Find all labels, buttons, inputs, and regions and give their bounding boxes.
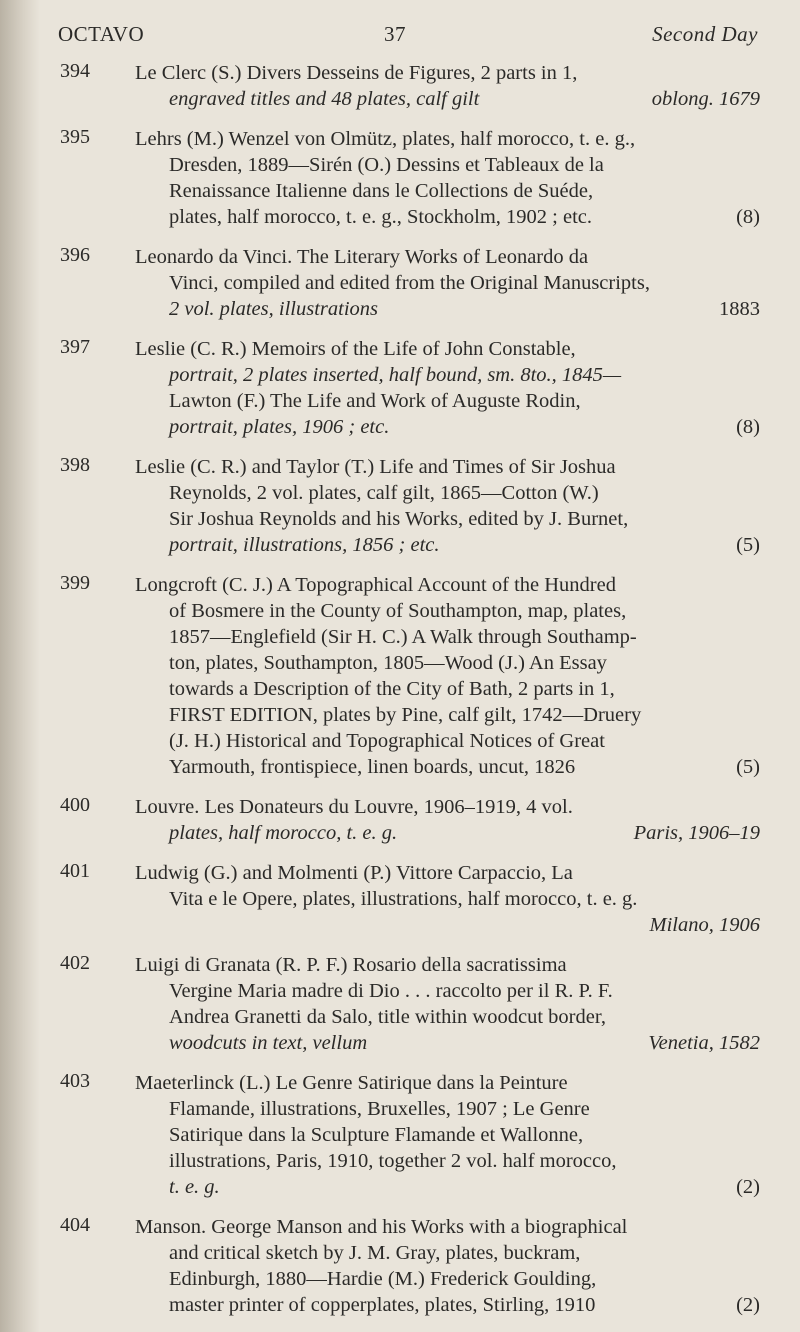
- entry-text: [135, 952, 760, 1056]
- entry-line: Luigi di Granata (R. P. F.) Rosario della sacratissima: [135, 954, 567, 976]
- entry-line: [135, 532, 760, 558]
- entry-line: Ludwig (G.) and Molmenti (P.) Vittore Carpaccio, La: [135, 862, 573, 884]
- entry-line: Sir Joshua Reynolds and his Works, edited by J. Burnet,: [169, 508, 629, 530]
- entry-text: [135, 1070, 760, 1200]
- entry-line-right: 1883: [719, 298, 760, 320]
- catalogue-entry: [60, 244, 760, 322]
- entry-line: Vita e le Opere, plates, illustrations, half morocco, t. e. g.: [169, 888, 638, 910]
- entry-line: Flamande, illustrations, Bruxelles, 1907 ; Le Genre: [169, 1098, 590, 1120]
- entry-line-left: portrait, plates, 1906 ; etc.: [169, 416, 390, 438]
- entry-line: Leslie (C. R.) and Taylor (T.) Life and Times of Sir Joshua: [135, 456, 616, 478]
- entry-line: FIRST EDITION, plates by Pine, calf gilt, 1742—Druery: [169, 704, 642, 726]
- entry-text: [135, 60, 760, 112]
- lot-number: 397: [60, 336, 90, 358]
- entry-line: towards a Description of the City of Bath, 2 parts in 1,: [169, 678, 615, 700]
- entry-line-right: Milano, 1906: [649, 914, 760, 936]
- catalogue-entry: [60, 60, 760, 112]
- entry-line: illustrations, Paris, 1910, together 2 vol. half morocco,: [169, 1150, 617, 1172]
- entry-line-right: (8): [736, 416, 760, 438]
- entry-line: Satirique dans la Sculpture Flamande et Wallonne,: [169, 1124, 584, 1146]
- entry-line-right: (8): [736, 206, 760, 228]
- entry-text: [135, 126, 760, 230]
- entry-line-left: Yarmouth, frontispiece, linen boards, uncut, 1826: [169, 756, 576, 778]
- catalogue-entry: [60, 336, 760, 440]
- entry-line: Manson. George Manson and his Works with a biographical: [135, 1216, 628, 1238]
- lot-number: 401: [60, 860, 90, 882]
- entry-line: Maeterlinck (L.) Le Genre Satirique dans la Peinture: [135, 1072, 568, 1094]
- lot-number: 400: [60, 794, 90, 816]
- entry-line: Lehrs (M.) Wenzel von Olmütz, plates, half morocco, t. e. g.,: [135, 128, 636, 150]
- entry-line: [135, 912, 760, 938]
- page-edge-shadow: [0, 0, 40, 1332]
- entry-line: of Bosmere in the County of Southampton, map, plates,: [169, 600, 627, 622]
- lot-number: 395: [60, 126, 90, 148]
- entry-line: Leonardo da Vinci. The Literary Works of Leonardo da: [135, 246, 589, 268]
- header-format: OCTAVO: [58, 22, 145, 46]
- entry-line: Leslie (C. R.) Memoirs of the Life of John Constable,: [135, 338, 576, 360]
- catalogue-entry: [60, 794, 760, 846]
- entry-line: Renaissance Italienne dans le Collections de Suéde,: [169, 180, 594, 202]
- page-header: [58, 22, 758, 52]
- entry-line: [135, 754, 760, 780]
- entry-line: [135, 820, 760, 846]
- catalogue-entry: [60, 860, 760, 938]
- entry-text: [135, 572, 760, 780]
- entry-line-left: plates, half morocco, t. e. g., Stockholm, 1902 ; etc.: [169, 206, 593, 228]
- entry-line-right: Paris, 1906–19: [633, 822, 760, 844]
- entry-line-left: t. e. g.: [169, 1176, 220, 1198]
- entry-line: (J. H.) Historical and Topographical Notices of Great: [169, 730, 605, 752]
- lot-number: 402: [60, 952, 90, 974]
- lot-number: 396: [60, 244, 90, 266]
- entry-line: [135, 296, 760, 322]
- entry-line-left: master printer of copperplates, plates, Stirling, 1910: [169, 1294, 596, 1316]
- entry-line: [135, 86, 760, 112]
- entry-line: 1857—Englefield (Sir H. C.) A Walk through Southamp-: [169, 626, 637, 648]
- catalogue-entry: [60, 1214, 760, 1318]
- entry-line: and critical sketch by J. M. Gray, plates, buckram,: [169, 1242, 581, 1264]
- catalogue-entry: [60, 572, 760, 780]
- lot-number: 404: [60, 1214, 90, 1236]
- entry-line: Louvre. Les Donateurs du Louvre, 1906–1919, 4 vol.: [135, 796, 573, 818]
- entry-line: Vinci, compiled and edited from the Original Manuscripts,: [169, 272, 650, 294]
- catalogue-entry: [60, 126, 760, 230]
- entry-line: Dresden, 1889—Sirén (O.) Dessins et Tableaux de la: [169, 154, 604, 176]
- entry-line: Vergine Maria madre di Dio . . . raccolto per il R. P. F.: [169, 980, 613, 1002]
- entry-line-right: (2): [736, 1176, 760, 1198]
- entry-line: [135, 414, 760, 440]
- header-day: Second Day: [652, 22, 758, 46]
- entry-line: [135, 1030, 760, 1056]
- lot-number: 394: [60, 60, 90, 82]
- entry-line: portrait, 2 plates inserted, half bound, sm. 8to., 1845—: [169, 364, 622, 386]
- entry-line-left: portrait, illustrations, 1856 ; etc.: [169, 534, 440, 556]
- entry-text: [135, 454, 760, 558]
- entry-line-left: woodcuts in text, vellum: [169, 1032, 368, 1054]
- entry-line: Lawton (F.) The Life and Work of Auguste Rodin,: [169, 390, 581, 412]
- entry-line: Reynolds, 2 vol. plates, calf gilt, 1865—Cotton (W.): [169, 482, 599, 504]
- entry-line-left: engraved titles and 48 plates, calf gilt: [169, 88, 480, 110]
- entry-text: [135, 244, 760, 322]
- entry-text: [135, 860, 760, 938]
- entry-line-right: Venetia, 1582: [648, 1032, 760, 1054]
- entry-line: [135, 1174, 760, 1200]
- entry-line-left: plates, half morocco, t. e. g.: [169, 822, 398, 844]
- entry-line: ton, plates, Southampton, 1805—Wood (J.) An Essay: [169, 652, 607, 674]
- entry-line: Andrea Granetti da Salo, title within woodcut border,: [169, 1006, 606, 1028]
- entry-text: [135, 1214, 760, 1318]
- entry-line-right: (5): [736, 534, 760, 556]
- catalogue-entries: [60, 60, 760, 1332]
- entry-line: Edinburgh, 1880—Hardie (M.) Frederick Goulding,: [169, 1268, 597, 1290]
- page-number: 37: [384, 22, 406, 46]
- entry-line: [135, 204, 760, 230]
- entry-line: Longcroft (C. J.) A Topographical Account of the Hundred: [135, 574, 616, 596]
- entry-line-right: (2): [736, 1294, 760, 1316]
- entry-line-right: (5): [736, 756, 760, 778]
- catalogue-entry: [60, 1070, 760, 1200]
- lot-number: 399: [60, 572, 90, 594]
- entry-line-left: 2 vol. plates, illustrations: [169, 298, 378, 320]
- entry-line: [135, 1292, 760, 1318]
- lot-number: 403: [60, 1070, 90, 1092]
- entry-text: [135, 794, 760, 846]
- catalogue-entry: [60, 454, 760, 558]
- lot-number: 398: [60, 454, 90, 476]
- entry-text: [135, 336, 760, 440]
- entry-line: Le Clerc (S.) Divers Desseins de Figures, 2 parts in 1,: [135, 62, 578, 84]
- entry-line-right: oblong. 1679: [651, 88, 760, 110]
- catalogue-entry: [60, 952, 760, 1056]
